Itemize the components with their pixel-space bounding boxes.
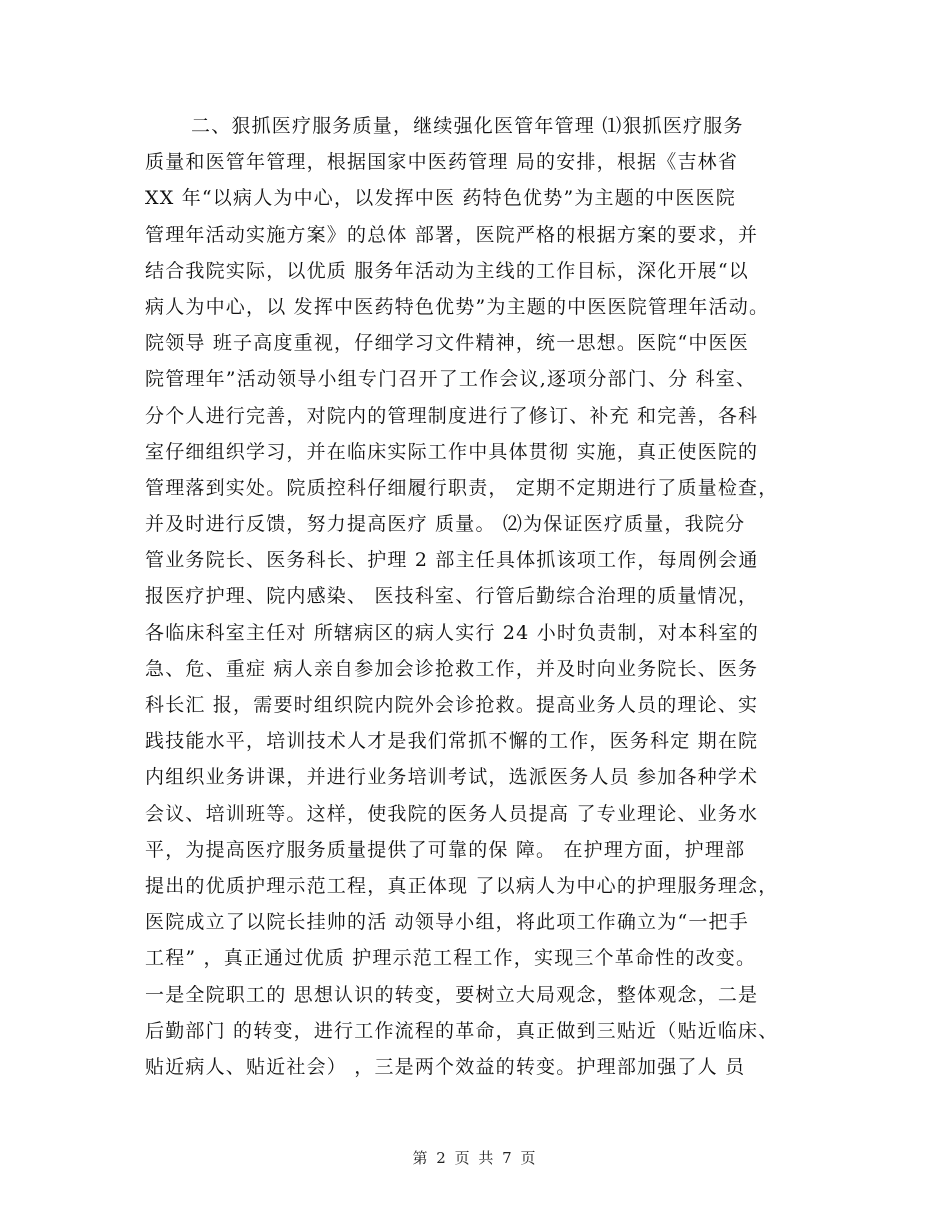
text-line: 科长汇 报，需要时组织院内院外会诊抢救。提高业务人员的理论、实 <box>145 694 759 716</box>
text-line: 二、狠抓医疗服务质量，继续强化医管年管理 ⑴狠抓医疗服务 <box>191 115 744 137</box>
text-line: 医院成立了以院长挂帅的活 动领导小组，将此项工作确立为“一把手 <box>145 911 749 934</box>
text-line: 分个人进行完善，对院内的管理制度进行了修订、补充 和完善，各科 <box>145 404 759 427</box>
text-line: 质量和医管年管理，根据国家中医药管理 局的安排，根据《吉林省 <box>145 151 739 174</box>
text-line: 管理年活动实施方案》的总体 部署，医院严格的根据方案的要求，并 <box>145 223 759 246</box>
text-line: 工程” ，真正通过优质 护理示范工程工作，实现三个革命性的改变。 <box>145 947 757 970</box>
text-line: 会议、培训班等。这样，使我院的医务人员提高 了专业理论、业务水 <box>145 802 759 825</box>
body-text <box>145 108 835 1085</box>
text-line: 管理落到实处。院质控科仔细履行职责， 定期不定期进行了质量检查， <box>145 476 779 499</box>
text-line: 提出的优质护理示范工程，真正体现 了以病人为中心的护理服务理念， <box>145 874 779 897</box>
text-line: XX 年“以病人为中心，以发挥中医 药特色优势”为主题的中医医院 <box>145 187 736 210</box>
text-line: 报医疗护理、院内感染、 医技科室、行管后勤综合治理的质量情况， <box>145 585 759 608</box>
text-line: 贴近病人、贴近社会） ，三是两个效益的转变。护理部加强了人 员 <box>145 1055 746 1078</box>
text-line: 院领导 班子高度重视，仔细学习文件精神，统一思想。医院“中医医 <box>145 332 749 355</box>
text-line: 室仔细组织学习，并在临床实际工作中具体贯彻 实施，真正使医院的 <box>145 440 759 463</box>
text-line: 急、危、重症 病人亲自参加会诊抢救工作，并及时向业务院长、医务 <box>145 657 759 680</box>
text-line: 管业务院长、医务科长、护理 2 部主任具体抓该项工作，每周例会通 <box>145 549 759 572</box>
text-line: 并及时进行反馈，努力提高医疗 质量。 ⑵为保证医疗质量，我院分 <box>145 513 746 536</box>
text-line: 院管理年”活动领导小组专门召开了工作会议,逐项分部门、分 科室、 <box>145 368 757 391</box>
text-line: 一是全院职工的 思想认识的转变，要树立大局观念，整体观念，二是 <box>145 983 759 1006</box>
text-line: 结合我院实际，以优质 服务年活动为主线的工作目标，深化开展“以 <box>145 259 749 282</box>
text-line: 践技能水平，培训技术人才是我们常抓不懈的工作，医务科定 期在院 <box>145 730 759 753</box>
text-line: 病人为中心，以 发挥中医药特色优势”为主题的中医医院管理年活动。 <box>145 295 770 318</box>
text-line: 各临床科室主任对 所辖病区的病人实行 24 小时负责制，对本科室的 <box>145 621 759 644</box>
text-line: 平，为提高医疗服务质量提供了可靠的保 障。 在护理方面，护理部 <box>145 838 746 861</box>
text-line: 内组织业务讲课，并进行业务培训考试，选派医务人员 参加各种学术 <box>145 766 759 789</box>
text-line: 后勤部门 的转变，进行工作流程的革命，真正做到三贴近（贴近临床、 <box>145 1019 779 1042</box>
page-number-footer: 第 2 页 共 7 页 <box>412 1149 538 1167</box>
